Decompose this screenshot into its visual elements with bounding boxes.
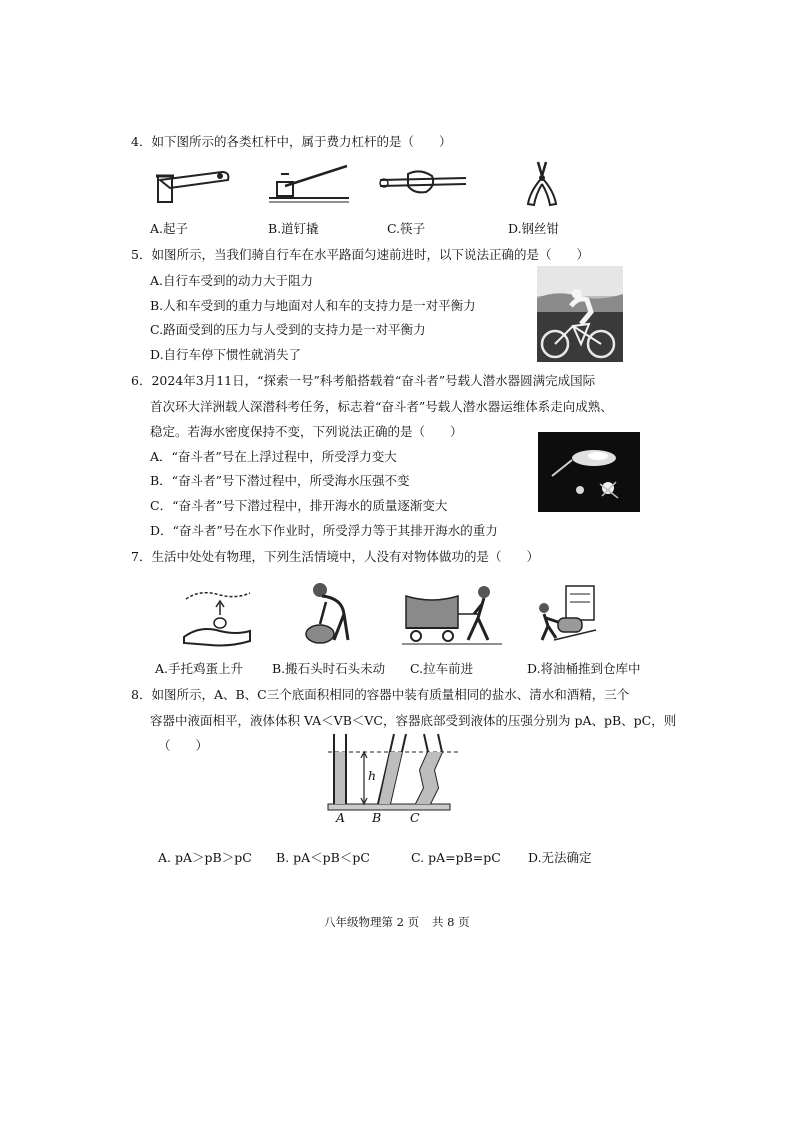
spike-lever-figure — [265, 160, 355, 204]
q7-stem: 7．生活中处处有物理，下列生活情境中，人没有对物体做功的是（ ） — [131, 549, 539, 564]
q8-stem-line-3: （ ） — [158, 738, 209, 753]
q8-figure-label-c: C — [410, 810, 420, 825]
hand-holding-egg-figure — [180, 585, 256, 649]
q8-option-c: C. pA=pB=pC — [411, 850, 501, 865]
q7-option-c: C.拉车前进 — [410, 661, 474, 676]
q8-option-a: A. pA＞pB＞pC — [158, 850, 252, 865]
pushing-barrel-figure — [534, 582, 598, 646]
footer-total-pages: 共 8 页 — [432, 915, 470, 929]
cyclist-photo — [537, 266, 623, 362]
q6-option-b: B．“奋斗者”号下潜过程中，所受海水压强不变 — [150, 473, 410, 488]
q4-option-b: B.道钉撬 — [268, 221, 319, 236]
q5-option-b: B.人和车受到的重力与地面对人和车的支持力是一对平衡力 — [150, 298, 476, 313]
q8-stem-line-2: 容器中液面相平，液体体积 VA＜VB＜VC，容器底部受到液体的压强分别为 pA、pB、pC，则 — [150, 713, 677, 728]
q8-option-b: B. pA＜pB＜pC — [276, 850, 370, 865]
q5-option-c: C.路面受到的压力与人受到的支持力是一对平衡力 — [150, 322, 426, 337]
footer-page-number: 八年级物理第 2 页 — [324, 915, 420, 929]
q8-stem-line-1: 8．如图所示，A、B、C三个底面积相同的容器中装有质量相同的盐水、清水和酒精，三个 — [131, 687, 630, 702]
wire-pliers-figure — [520, 158, 564, 208]
submersible-photo — [538, 432, 640, 512]
q4-option-a: A.起子 — [150, 221, 189, 236]
bottle-opener-figure — [150, 160, 234, 204]
chopsticks-figure — [378, 160, 468, 204]
q6-stem-line-2: 首次环大洋洲载人深潜科考任务，标志着“奋斗者”号载人潜水器运维体系走向成熟、 — [150, 399, 613, 414]
q5-stem: 5．如图所示，当我们骑自行车在水平路面匀速前进时，以下说法正确的是（ ） — [131, 247, 589, 262]
q5-option-d: D.自行车停下惯性就消失了 — [150, 347, 302, 362]
q7-option-a: A.手托鸡蛋上升 — [155, 661, 244, 676]
q8-figure-label-h: h — [368, 768, 377, 783]
q8-figure-label-a: A — [336, 810, 346, 825]
q6-option-a: A．“奋斗者”号在上浮过程中，所受浮力变大 — [150, 449, 397, 464]
q4-stem: 4．如下图所示的各类杠杆中，属于费力杠杆的是（ ） — [131, 134, 452, 149]
q6-stem-line-3: 稳定。若海水密度保持不变，下列说法正确的是（ ） — [150, 424, 463, 439]
q6-option-c: C．“奋斗者”号下潜过程中，排开海水的质量逐渐变大 — [150, 498, 448, 513]
q6-option-d: D．“奋斗者”号在水下作业时，所受浮力等于其排开海水的重力 — [150, 523, 498, 538]
pulling-cart-figure — [402, 584, 502, 648]
q6-stem-line-1: 6．2024年3月11日，“探索一号”科考船搭载着“奋斗者”号载人潜水器圆满完成国际 — [131, 373, 596, 388]
lifting-stone-figure — [298, 580, 362, 648]
q8-option-d: D.无法确定 — [528, 850, 592, 865]
q7-option-d: D.将油桶推到仓库中 — [527, 661, 641, 676]
q4-option-c: C.筷子 — [387, 221, 426, 236]
q5-option-a: A.自行车受到的动力大于阻力 — [150, 273, 314, 288]
q7-option-b: B.搬石头时石头未动 — [272, 661, 386, 676]
q4-option-d: D.钢丝钳 — [508, 221, 560, 236]
q8-figure-label-b: B — [372, 810, 382, 825]
